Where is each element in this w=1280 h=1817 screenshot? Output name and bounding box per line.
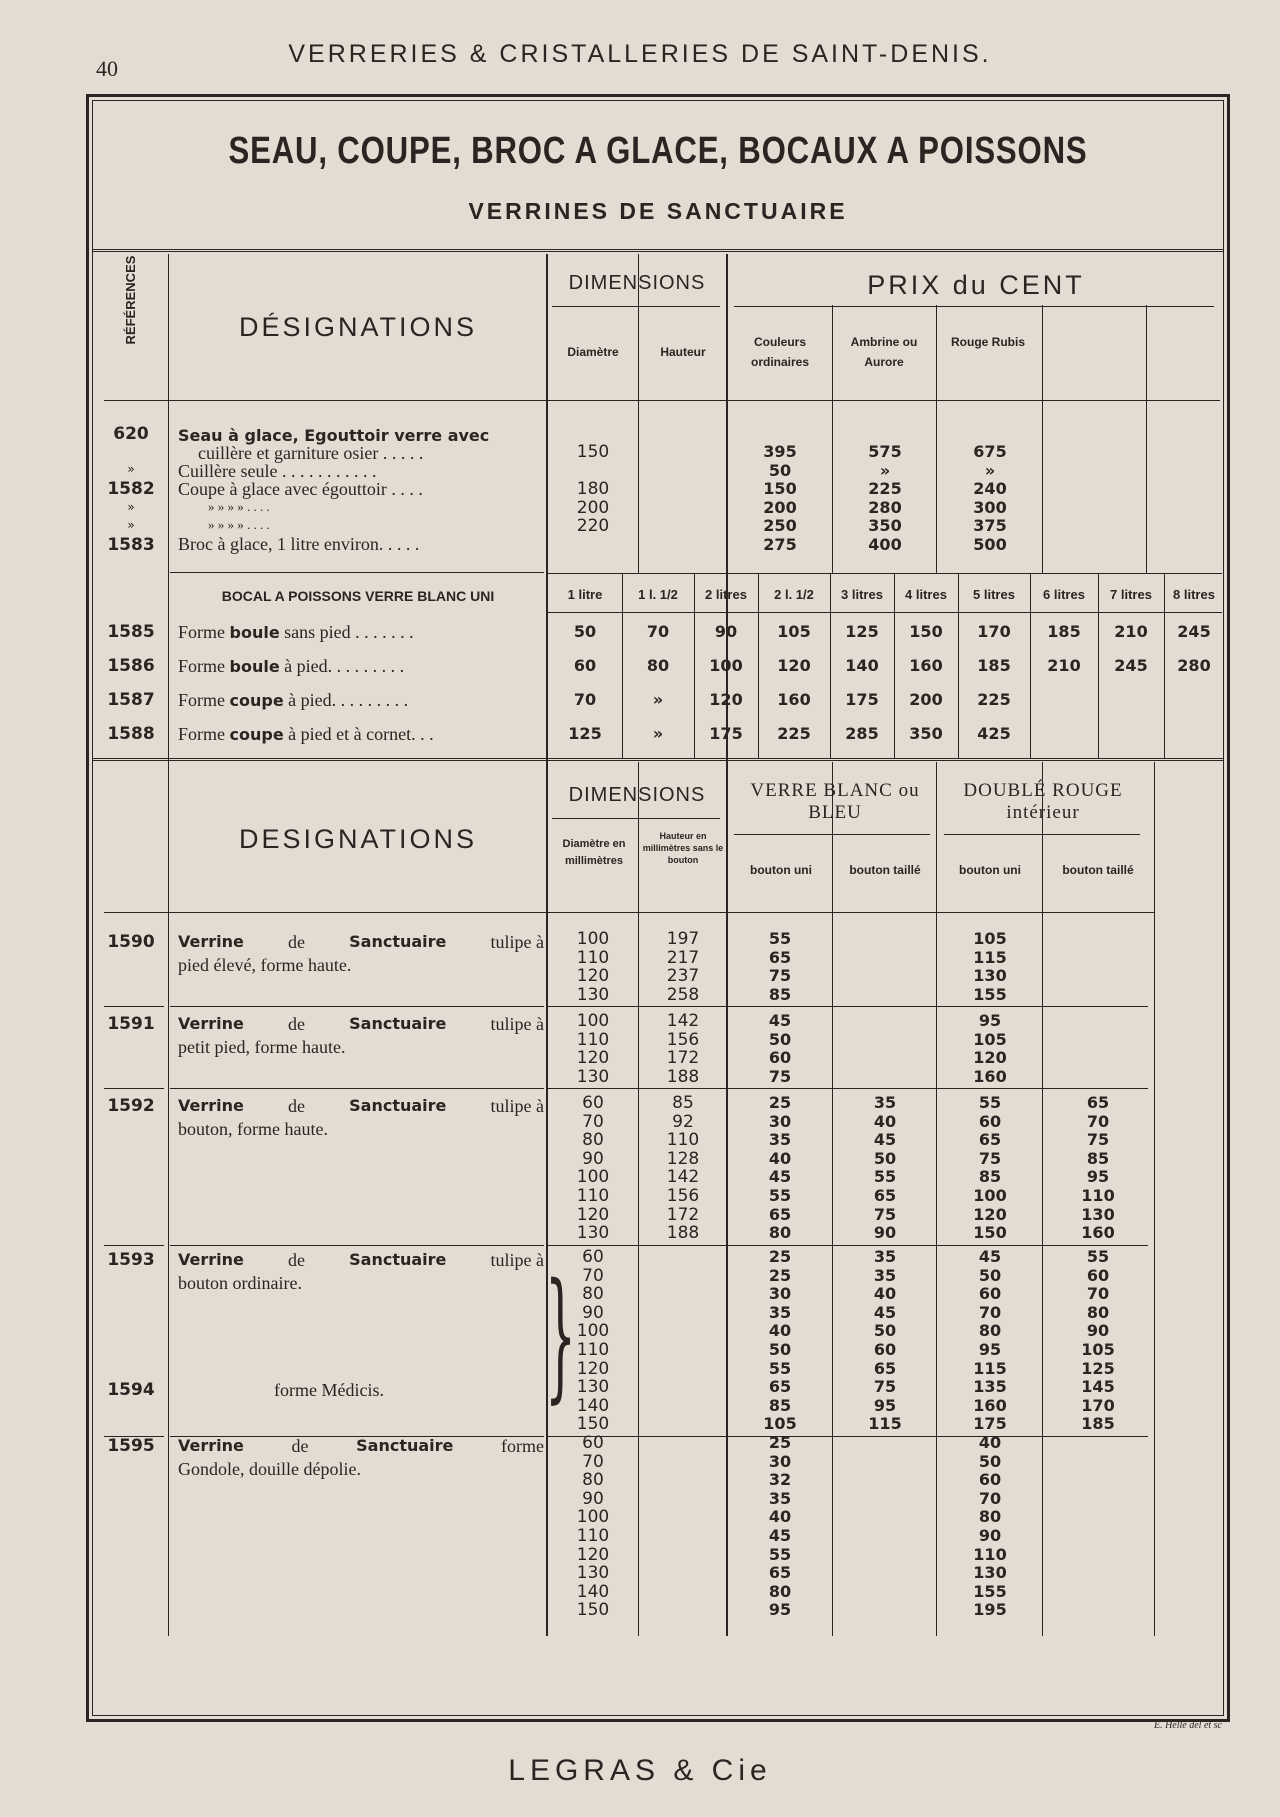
price-cell: 50 xyxy=(573,622,597,641)
designation-seau: Seau à glace, Egouttoir verre avec xyxy=(178,426,490,445)
price-cell: 185 xyxy=(977,656,1011,675)
diam-value: 200 xyxy=(576,497,610,518)
group-rule xyxy=(548,1245,1148,1246)
size-3: 2 litres xyxy=(705,587,747,602)
dimensions-header-bottom: DIMENSIONS xyxy=(568,784,706,806)
couleurs-header: Couleurs ordinaires xyxy=(750,335,810,369)
ref-1586: 1586 xyxy=(107,656,155,676)
designation-mid: de xyxy=(288,1250,305,1270)
price-cell: 100 xyxy=(709,656,743,675)
price-cell: 245 xyxy=(1114,656,1148,675)
brace-rule xyxy=(944,834,1140,835)
bocal-designation xyxy=(178,691,544,710)
bocal-size-rule xyxy=(548,612,1222,613)
ref-1587: 1587 xyxy=(107,690,155,710)
values-diam: 60 70 80 90 100 110 120 130 140 150 xyxy=(576,1247,610,1435)
group-rule xyxy=(548,1006,1148,1007)
designation-mid: de xyxy=(288,1096,305,1116)
values-vb_uni: 55 65 75 85 xyxy=(768,929,792,1004)
designation-line2: Gondole, douille dépolie. xyxy=(178,1459,361,1479)
ref-1583: 1583 xyxy=(107,535,155,555)
designation-bold: Sanctuaire xyxy=(349,1014,447,1033)
price-value: 280 xyxy=(868,497,902,517)
top-diametre-values xyxy=(548,443,638,536)
header-bottom-rule xyxy=(104,400,1220,401)
designation-pre: Forme xyxy=(178,690,230,710)
designation-line3: forme Médicis. xyxy=(274,1380,384,1401)
values-haut: 197 217 237 258 xyxy=(666,929,700,1005)
designation-mid: de xyxy=(288,932,305,952)
ref-ditto: » xyxy=(127,500,135,514)
engraver-credit: E. Hellé del et sc xyxy=(1153,1720,1222,1731)
references-header: RÉFÉRENCES xyxy=(123,255,138,345)
designation-bold: Verrine xyxy=(178,1096,244,1115)
price-cell: 210 xyxy=(1114,622,1148,641)
ref-col-divider xyxy=(168,254,169,1636)
price-cell: 245 xyxy=(1177,622,1211,641)
values-dr_taille: 65 70 75 85 95 110 130 160 xyxy=(1081,1093,1115,1243)
designation-pre: Forme xyxy=(178,622,230,642)
top-rouge-values xyxy=(938,443,1042,554)
price-cell: 125 xyxy=(568,724,602,743)
bocal-rule xyxy=(548,573,1222,574)
price-value: 350 xyxy=(868,516,902,535)
price-value: 395 xyxy=(763,442,797,461)
top-couleurs-values xyxy=(728,443,832,554)
price-cell: 120 xyxy=(709,690,743,709)
verrine-designation xyxy=(178,1097,544,1115)
col-divider xyxy=(1042,305,1043,574)
size-4: 2 l. 1/2 xyxy=(774,587,814,602)
designation-bold: coupe xyxy=(229,725,284,744)
designation-pre: Forme xyxy=(178,724,230,744)
price-cell: » xyxy=(652,724,664,743)
designation-post: à pied et à cornet. . . xyxy=(283,724,434,744)
ambrine-header: Ambrine ou Aurore xyxy=(850,335,918,369)
designation-line2: bouton ordinaire. xyxy=(178,1273,302,1293)
price-cell: 170 xyxy=(977,622,1011,641)
col-divider xyxy=(936,762,937,1636)
price-cell: 70 xyxy=(646,622,670,641)
values-dr_uni: 95 105 120 160 xyxy=(973,1011,1007,1086)
brace-glyph: } xyxy=(544,1254,577,1417)
designations-header: DÉSIGNATIONS xyxy=(238,312,478,342)
designation-coupe: Coupe à glace avec égouttoir . . . . xyxy=(178,479,423,499)
size-6: 4 litres xyxy=(905,587,947,602)
group-rule xyxy=(104,1245,164,1246)
price-value: 375 xyxy=(973,516,1007,535)
ref-620: 620 xyxy=(113,424,149,444)
price-cell: 280 xyxy=(1177,656,1211,675)
price-cell: 120 xyxy=(777,656,811,675)
values-diam: 100 110 120 130 xyxy=(576,1011,610,1087)
price-cell: 210 xyxy=(1047,656,1081,675)
diam-value: 220 xyxy=(576,516,610,536)
values-dr_uni: 55 60 65 75 85 100 120 150 xyxy=(973,1093,1007,1243)
designation-bold: Verrine xyxy=(178,932,244,951)
bocal-rule xyxy=(170,572,544,573)
values-haut: 142 156 172 188 xyxy=(666,1011,700,1087)
price-cell: 175 xyxy=(845,690,879,709)
group-rule xyxy=(170,1006,544,1007)
double-bouton-uni-header: bouton uni xyxy=(959,863,1021,877)
diam-value: 180 xyxy=(576,479,610,499)
size-1: 1 litre xyxy=(567,587,603,602)
dim-col-divider xyxy=(638,762,639,1636)
publisher-footer: LEGRAS & Cie xyxy=(508,1754,772,1787)
double-bouton-taille-header: bouton taillé xyxy=(1062,863,1134,877)
designation-bold: coupe xyxy=(229,691,284,710)
diam-value xyxy=(548,462,638,481)
designation-bold: Sanctuaire xyxy=(349,1096,447,1115)
prix-brace-rule xyxy=(734,306,1214,307)
verrine-designation xyxy=(178,1015,544,1033)
designation-post: sans pied . . . . . . . xyxy=(279,622,414,642)
top-ambrine-values xyxy=(834,443,936,554)
dim-brace-rule xyxy=(552,818,720,819)
col-divider xyxy=(1154,762,1155,1636)
price-cell: » xyxy=(652,690,664,709)
designations-header-bottom: DESIGNATIONS xyxy=(238,824,478,854)
values-dr_uni: 105 115 130 155 xyxy=(973,929,1007,1004)
designation-post: à pied. . . . . . . . . xyxy=(279,656,405,676)
designation-bold: Verrine xyxy=(178,1250,244,1269)
bocal-designation xyxy=(178,623,544,642)
group-rule xyxy=(104,1088,164,1089)
designation-line2: petit pied, forme haute. xyxy=(178,1037,346,1057)
values-diam: 60 70 80 90 100 110 120 130 140 150 xyxy=(576,1433,610,1621)
group-rule xyxy=(170,1245,544,1246)
designation-cuillere: Cuillère seule . . . . . . . . . . . xyxy=(178,461,377,481)
price-value: 240 xyxy=(973,479,1007,498)
designation-bold: Sanctuaire xyxy=(349,932,447,951)
price-cell: 285 xyxy=(845,724,879,743)
group-rule xyxy=(548,1436,1148,1437)
price-cell: 225 xyxy=(977,690,1011,709)
values-haut: 85 92 110 128 142 156 172 188 xyxy=(666,1093,700,1244)
ref-1593: 1593 xyxy=(107,1250,155,1270)
ref-1590: 1590 xyxy=(107,932,155,952)
dim-col-divider xyxy=(638,254,639,574)
designation-tail: tulipe à xyxy=(490,1014,544,1034)
values-dr_uni: 45 50 60 70 80 95 115 135 160 175 xyxy=(973,1247,1007,1434)
group-rule xyxy=(170,1088,544,1089)
values-vb_uni: 45 50 60 75 xyxy=(768,1011,792,1086)
designation-bold: boule xyxy=(229,657,280,676)
ref-ditto: » xyxy=(127,462,135,476)
designation-mid: de xyxy=(288,1014,305,1034)
header-bottom-rule xyxy=(104,912,1154,913)
designation-post: à pied. . . . . . . . . xyxy=(283,690,409,710)
price-cell: 80 xyxy=(646,656,670,675)
price-value: 675 xyxy=(973,442,1007,461)
values-vb_uni: 25 30 35 40 45 55 65 80 xyxy=(768,1093,792,1243)
ref-1585: 1585 xyxy=(107,622,155,642)
designation-bold: Verrine xyxy=(178,1436,244,1455)
top-table-rule xyxy=(92,249,1224,252)
designation-broc: Broc à glace, 1 litre environ. . . . . xyxy=(178,534,420,554)
designation-seau-line2: cuillère et garniture osier . . . . . xyxy=(198,443,424,463)
price-cell: 350 xyxy=(909,724,943,743)
section-divider xyxy=(92,758,1224,761)
dimensions-header: DIMENSIONS xyxy=(568,272,706,294)
price-cell: 185 xyxy=(1047,622,1081,641)
price-cell: 160 xyxy=(909,656,943,675)
price-cell: 140 xyxy=(845,656,879,675)
price-value: 250 xyxy=(763,516,797,535)
bocal-header: BOCAL A POISSONS VERRE BLANC UNI xyxy=(221,588,495,604)
designation-tail: tulipe à xyxy=(490,1250,544,1270)
price-cell: 160 xyxy=(777,690,811,709)
ref-1592: 1592 xyxy=(107,1096,155,1116)
designation-line2: bouton, forme haute. xyxy=(178,1119,328,1139)
prix-du-cent-header: PRIX du CENT xyxy=(867,270,1085,300)
brace-rule xyxy=(734,834,930,835)
price-value: 200 xyxy=(763,497,797,517)
price-value: 50 xyxy=(768,460,792,480)
ref-1588: 1588 xyxy=(107,724,155,744)
values-dr_uni: 40 50 60 70 80 90 110 130 155 195 xyxy=(973,1433,1007,1620)
price-cell: 90 xyxy=(714,622,738,641)
col-divider xyxy=(832,762,833,1636)
price-value: 150 xyxy=(763,479,797,498)
values-diam: 100 110 120 130 xyxy=(576,929,610,1005)
price-value: » xyxy=(984,460,996,480)
designation-line2: pied élevé, forme haute. xyxy=(178,955,352,975)
price-cell: 70 xyxy=(573,690,597,709)
col-divider xyxy=(1042,762,1043,1636)
page-number: 40 xyxy=(96,56,118,81)
verrine-designation xyxy=(178,1251,544,1269)
values-vb_taille: 35 35 40 45 50 60 65 75 95 115 xyxy=(868,1247,902,1434)
values-vb_uni: 25 30 32 35 40 45 55 65 80 95 xyxy=(768,1433,792,1620)
ref-1591: 1591 xyxy=(107,1014,155,1034)
hauteur-header: Hauteur xyxy=(660,345,706,359)
verrine-designation xyxy=(178,1437,544,1455)
ref-1595: 1595 xyxy=(107,1436,155,1456)
col-divider xyxy=(832,305,833,574)
size-10: 8 litres xyxy=(1173,587,1215,602)
verre-bouton-taille-header: bouton taillé xyxy=(849,863,921,877)
group-rule xyxy=(548,1088,1148,1089)
price-cell: 60 xyxy=(573,656,597,675)
designation-tail: tulipe à xyxy=(490,932,544,952)
designation-tail: forme xyxy=(501,1436,544,1456)
verre-bouton-uni-header: bouton uni xyxy=(750,863,812,877)
group-rule xyxy=(104,1006,164,1007)
values-vb_taille: 35 40 45 50 55 65 75 90 xyxy=(873,1093,897,1243)
col-divider xyxy=(1146,305,1147,574)
designation-tail: tulipe à xyxy=(490,1096,544,1116)
diametre-header: Diamètre xyxy=(567,345,619,359)
price-value: 275 xyxy=(763,534,797,554)
size-8: 6 litres xyxy=(1043,587,1085,602)
values-dr_taille: 55 60 70 80 90 105 125 145 170 185 xyxy=(1081,1247,1115,1434)
designation-bold: Verrine xyxy=(178,1014,244,1033)
price-cell: 225 xyxy=(777,724,811,743)
dim-brace-rule xyxy=(552,306,720,307)
verrine-designation xyxy=(178,933,544,951)
ref-1594: 1594 xyxy=(107,1380,155,1401)
price-value: 225 xyxy=(868,479,902,498)
size-7: 5 litres xyxy=(973,587,1015,602)
price-cell: 125 xyxy=(845,622,879,641)
price-value: 500 xyxy=(973,534,1007,554)
col-divider xyxy=(936,305,937,574)
page-title: SEAU, COUPE, BROC A GLACE, BOCAUX A POISSONS xyxy=(228,130,1088,172)
double-rouge-header: DOUBLÉ ROUGE intérieur xyxy=(963,780,1123,823)
bocal-designation xyxy=(178,657,544,676)
designation-bold: Sanctuaire xyxy=(349,1250,447,1269)
designation-bold: boule xyxy=(229,623,280,642)
diam-value: 150 xyxy=(576,442,610,462)
running-head: VERRERIES & CRISTALLERIES DE SAINT-DENIS. xyxy=(288,40,992,68)
bocal-designation xyxy=(178,725,544,744)
price-cell: 175 xyxy=(709,724,743,743)
designation-mid: de xyxy=(291,1436,309,1456)
price-value: 575 xyxy=(868,442,902,461)
price-cell: 200 xyxy=(909,690,943,709)
price-cell: 150 xyxy=(909,622,943,641)
rouge-header: Rouge Rubis xyxy=(951,335,1025,349)
designation-ditto: » » » » . . . . xyxy=(208,499,270,514)
price-cell: 425 xyxy=(977,724,1011,743)
diametre-mm-header: Diamètre en millimètres xyxy=(562,838,626,867)
price-value: 400 xyxy=(868,534,902,554)
price-value: » xyxy=(879,460,891,480)
hauteur-mm-header: Hauteur en millimètres sans le bouton xyxy=(642,831,724,865)
ref-1582: 1582 xyxy=(107,479,155,499)
designation-pre: Forme xyxy=(178,656,230,676)
page-subtitle: VERRINES DE SANCTUAIRE xyxy=(468,198,848,224)
price-value: 300 xyxy=(973,497,1007,517)
designation-bold: Sanctuaire xyxy=(356,1436,454,1455)
size-9: 7 litres xyxy=(1110,587,1152,602)
values-diam: 60 70 80 90 100 110 120 130 xyxy=(576,1093,610,1244)
size-2: 1 l. 1/2 xyxy=(638,587,678,602)
ref-ditto: » xyxy=(127,518,135,532)
verre-blanc-header: VERRE BLANC ou BLEU xyxy=(750,780,920,823)
values-vb_uni: 25 25 30 35 40 50 55 65 85 105 xyxy=(763,1247,797,1434)
designation-ditto: » » » » . . . . xyxy=(208,517,270,532)
size-5: 3 litres xyxy=(841,587,883,602)
price-cell: 105 xyxy=(777,622,811,641)
